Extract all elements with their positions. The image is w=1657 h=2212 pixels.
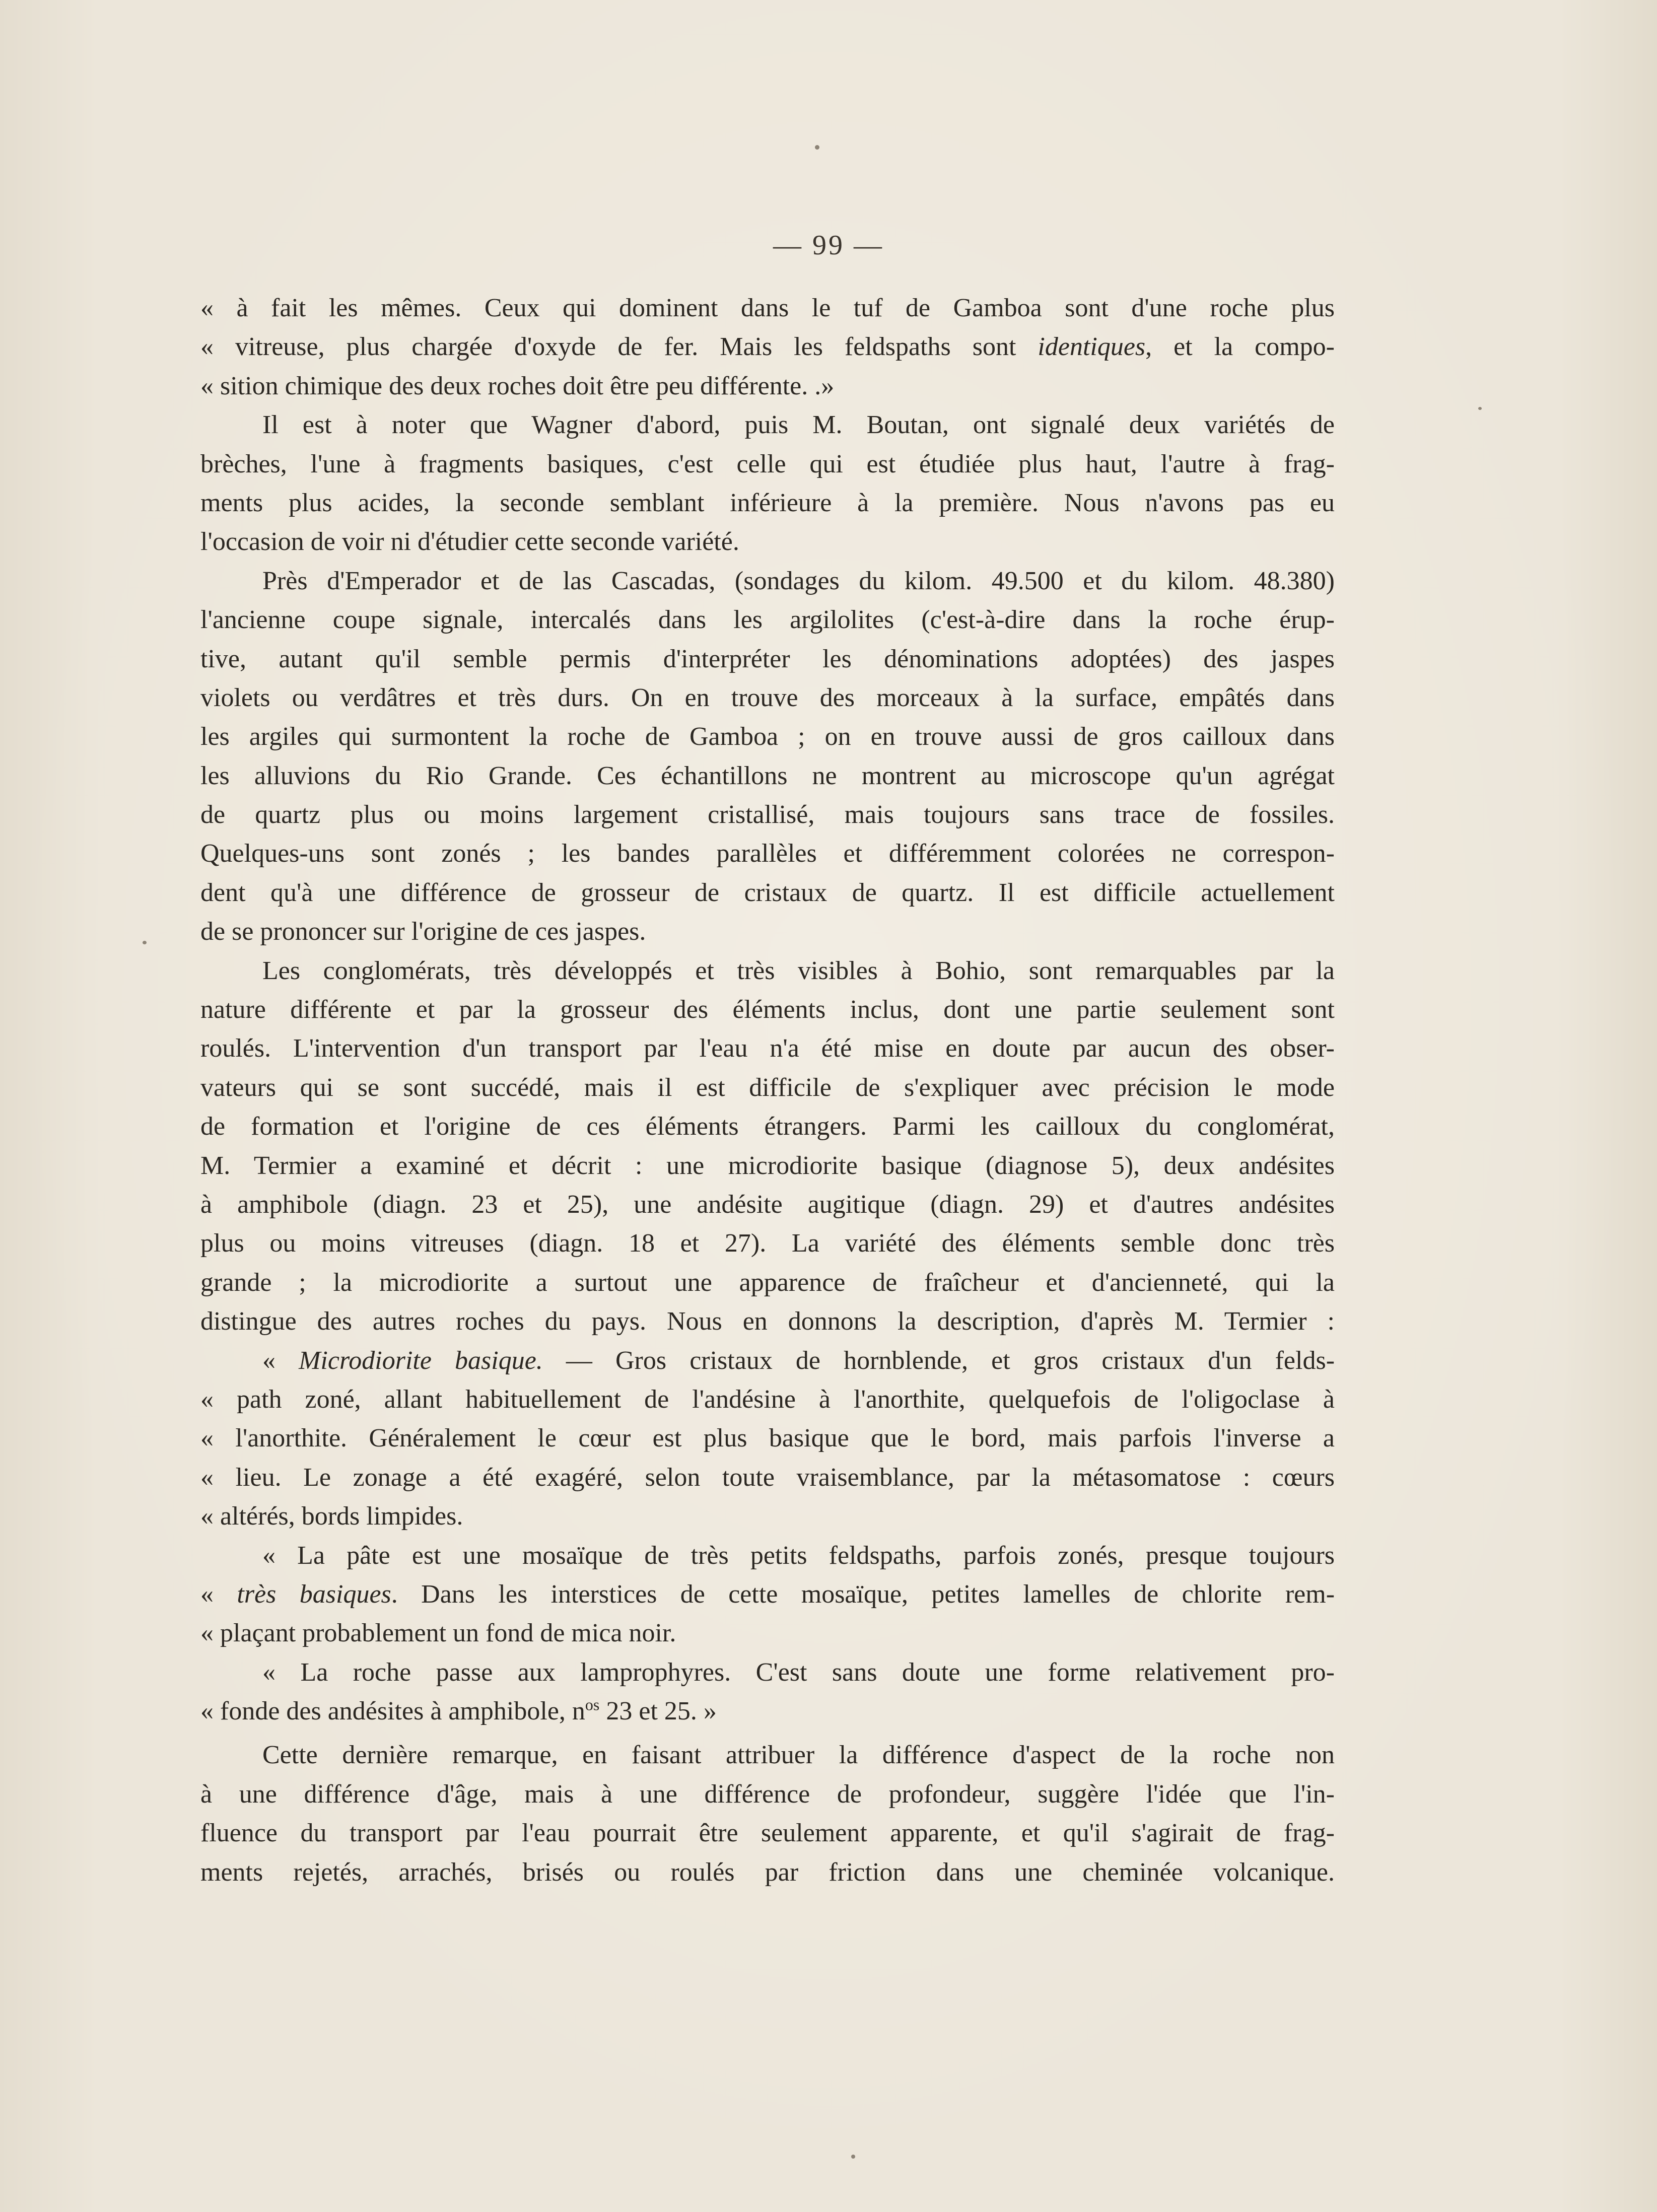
italic-term: très basiques [237, 1579, 391, 1609]
superscript: os [585, 1695, 600, 1714]
text-line: de se prononcer sur l'origine de ces jaspes. [200, 917, 646, 946]
text-line: dent qu'à une différence de grosseur de cristaux de quartz. Il est difficile actuellement [200, 878, 1335, 907]
page-number: — 99 — [773, 230, 884, 261]
text-line: tive, autant qu'il semble permis d'interpréter les dénominations adoptées) des jaspes [200, 644, 1335, 673]
text-line: ments plus acides, la seconde semblant inférieure à la première. Nous n'avons pas eu [200, 488, 1335, 517]
paragraph-first-line: Cette dernière remarque, en faisant attribuer la différence d'aspect de la roche non [262, 1741, 1335, 1770]
text-line: de formation et l'origine de ces éléments étrangers. Parmi les cailloux du conglomérat, [200, 1112, 1335, 1141]
text-line: les alluvions du Rio Grande. Ces échantillons ne montrent au microscope qu'un agrégat [200, 761, 1335, 790]
text-line: distingue des autres roches du pays. Nous en donnons la description, d'après M. Termier : [200, 1307, 1335, 1336]
text-line: « à fait les mêmes. Ceux qui dominent dans le tuf de Gamboa sont d'une roche plus [200, 294, 1335, 322]
paragraph-first-line: Les conglomérats, très développés et très visibles à Bohio, sont remarquables par la [262, 956, 1335, 985]
paper-speck [143, 941, 147, 944]
italic-heading: Microdiorite basique. [299, 1346, 543, 1375]
text-line: nature différente et par la grosseur des éléments inclus, dont une partie seulement sont [200, 995, 1335, 1024]
text-line: « vitreuse, plus chargée d'oxyde de fer. Mais les feldspaths sont identiques, et la compo- [200, 332, 1335, 362]
text-line: roulés. L'intervention d'un transport par l'eau n'a été mise en doute par aucun des obser- [200, 1034, 1335, 1063]
quote-line: « plaçant probablement un fond de mica noir. [200, 1619, 676, 1648]
paragraph-first-line: Près d'Emperador et de las Cascadas, (sondages du kilom. 49.500 et du kilom. 48.380) [262, 566, 1335, 595]
text-line: les argiles qui surmontent la roche de Gamboa ; on en trouve aussi de gros cailloux dans [200, 722, 1335, 751]
quote-line: « altérés, bords limpides. [200, 1502, 463, 1531]
text-line: à une différence d'âge, mais à une différence de profondeur, suggère l'idée que l'in- [200, 1779, 1335, 1809]
text-line: M. Termier a examiné et décrit : une microdiorite basique (diagnose 5), deux andésites [200, 1151, 1335, 1180]
text-line: l'ancienne coupe signale, intercalés dans les argilolites (c'est-à-dire dans la roche érup- [200, 605, 1335, 635]
italic-term: identiques [1038, 332, 1146, 362]
text-line: « sition chimique des deux roches doit être peu différente. .» [200, 371, 835, 400]
text-line: violets ou verdâtres et très durs. On en trouve des morceaux à la surface, empâtés dans [200, 683, 1335, 712]
text-line: de quartz plus ou moins largement cristallisé, mais toujours sans trace de fossiles. [200, 800, 1335, 830]
paragraph-first-line: Il est à noter que Wagner d'abord, puis M. Boutan, ont signalé deux variétés de [262, 410, 1335, 440]
quote-first-line: « Microdiorite basique. — Gros cristaux de hornblende, et gros cristaux d'un felds- [262, 1346, 1335, 1375]
quote-first-line: « La pâte est une mosaïque de très petits feldspaths, parfois zonés, presque toujours [262, 1541, 1335, 1570]
text-line: grande ; la microdiorite a surtout une apparence de fraîcheur et d'ancienneté, qui la [200, 1268, 1335, 1297]
quote-first-line: « La roche passe aux lamprophyres. C'est sans doute une forme relativement pro- [262, 1657, 1335, 1687]
quote-line: « l'anorthite. Généralement le cœur est plus basique que le bord, mais parfois l'inverse a [200, 1424, 1335, 1453]
paper-speck [1478, 407, 1482, 410]
quote-line: « fonde des andésites à amphibole, $n^{os}$ 23 et 25. » [200, 1695, 717, 1726]
body-text [200, 289, 1335, 1892]
text-line: brèches, l'une à fragments basiques, c'est celle qui est étudiée plus haut, l'autre à frag- [200, 449, 1335, 478]
text-line: fluence du transport par l'eau pourrait être seulement apparente, et qu'il s'agirait de frag- [200, 1819, 1335, 1848]
text-line: ments rejetés, arrachés, brisés ou roulés par friction dans une cheminée volcanique. [200, 1857, 1335, 1887]
text-line: vateurs qui se sont succédé, mais il est difficile de s'expliquer avec précision le mode [200, 1073, 1335, 1102]
quote-line: « très basiques. Dans les interstices de cette mosaïque, petites lamelles de chlorite rem- [200, 1579, 1335, 1609]
text-line: Quelques-uns sont zonés ; les bandes parallèles et différemment colorées ne correspon- [200, 839, 1335, 868]
quote-line: « lieu. Le zonage a été exagéré, selon toute vraisemblance, par la métasomatose : cœurs [200, 1463, 1335, 1492]
text-line: plus ou moins vitreuses (diagn. 18 et 27). La variété des éléments semble donc très [200, 1229, 1335, 1258]
text-line: l'occasion de voir ni d'étudier cette seconde variété. [200, 527, 739, 557]
paper-speck [815, 145, 819, 150]
paper-speck [851, 2155, 855, 2159]
quote-line: « path zoné, allant habituellement de l'andésine à l'anorthite, quelquefois de l'oligoclase à [200, 1385, 1335, 1414]
text-line: à amphibole (diagn. 23 et 25), une andésite augitique (diagn. 29) et d'autres andésites [200, 1190, 1335, 1219]
